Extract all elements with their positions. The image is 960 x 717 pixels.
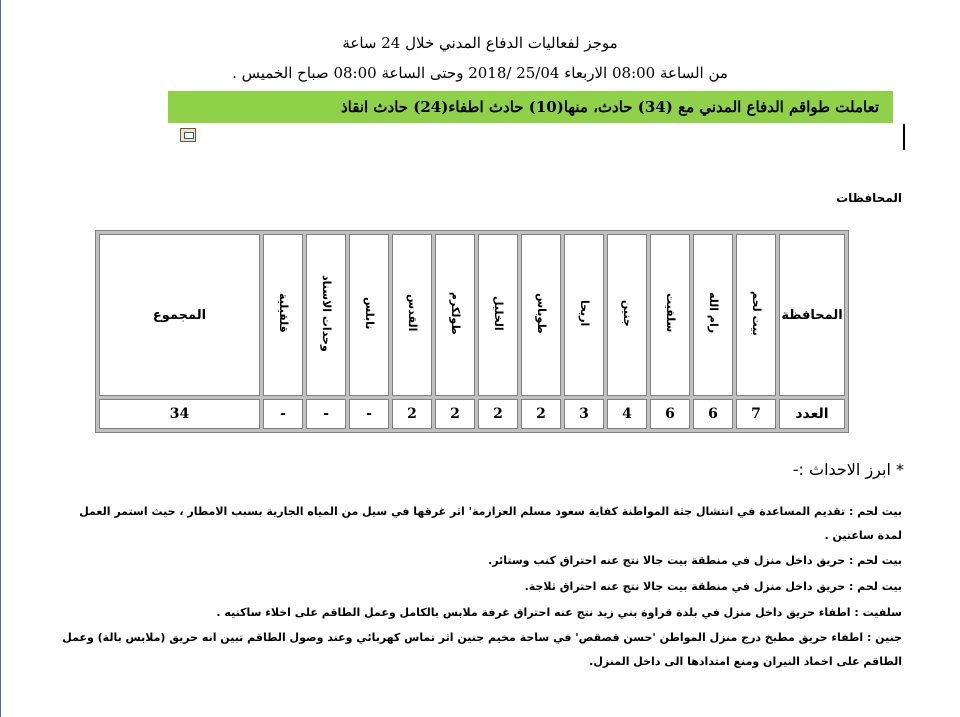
count-cell: 2 <box>392 399 432 429</box>
header-cell <box>435 234 475 396</box>
header-cell-governorate: المحافظة <box>779 234 845 396</box>
header-cell <box>736 234 776 396</box>
header-cell <box>650 234 690 396</box>
governorate-name: طولكرم <box>449 291 463 335</box>
summary-banner: تعاملت طواقم الدفاع المدني مع (34) حادث، منها(10) حادث اطفاء(24) حادث انقاذ <box>168 91 893 123</box>
total-cell: 34 <box>99 399 260 429</box>
header-cell <box>349 234 389 396</box>
count-cell: 6 <box>693 399 733 429</box>
row-label-count: العدد <box>779 399 845 429</box>
text-cursor <box>903 124 905 150</box>
count-cell: 7 <box>736 399 776 429</box>
governorate-name: نابلس <box>363 296 377 330</box>
event-item: سلفيت : اطفاء حريق داخل منزل في بلدة قراوة بني زيد نتج عنه احتراق غرفة ملابس بالكامل وعمل الطاقم على اخلاء ساكنيه . <box>216 606 902 619</box>
table-row <box>99 399 845 429</box>
count-cell: - <box>306 399 346 429</box>
paste-options-icon[interactable] <box>180 128 196 142</box>
header-cell <box>521 234 561 396</box>
governorate-name: وحدات الاسناد <box>320 274 334 352</box>
governorate-name: اريحا <box>578 299 592 327</box>
count-cell: 2 <box>478 399 518 429</box>
header-cell <box>392 234 432 396</box>
window-left-edge <box>0 0 1 717</box>
governorates-heading: المحافظات <box>836 191 902 205</box>
count-cell: 2 <box>521 399 561 429</box>
count-cell: 4 <box>607 399 647 429</box>
event-item: بيت لحم : حريق داخل منزل في منطقة بيت جالا نتج عنه احتراق كنب وستائر. <box>488 554 902 567</box>
header-cell <box>306 234 346 396</box>
governorate-name: سلفيت <box>664 293 678 333</box>
table-header-row <box>99 234 845 396</box>
events-list <box>55 500 902 674</box>
count-cell: 3 <box>564 399 604 429</box>
event-item: بيت لحم : حريق داخل منزل في منطقة بيت جالا نتج عنه احتراق ثلاجة. <box>524 580 902 593</box>
header-cell <box>564 234 604 396</box>
governorate-name: قلقيلية <box>277 293 291 333</box>
events-heading: * ابرز الاحداث :- <box>792 460 904 479</box>
governorate-name: جنين <box>621 299 635 327</box>
header-cell <box>478 234 518 396</box>
header-cell <box>693 234 733 396</box>
governorate-name: بيت لحم <box>750 290 764 336</box>
count-cell: 6 <box>650 399 690 429</box>
event-item: جنين : اطفاء حريق مطبخ درج منزل المواطن 'حسن قصقص' في ساحة مخيم جنين اثر تماس كهربائي وعند وصول الطاقم تبين انه حريق (ملابس بالة) وعمل الطاقم على اخماد النيران ومنع امتدادها الى داخل المنزل. <box>62 631 902 668</box>
incidents-table <box>95 230 849 433</box>
count-cell: - <box>349 399 389 429</box>
event-item: بيت لحم : تقديم المساعدة في انتشال جثة المواطنة كفاية سعود مسلم العزازمة' اثر غرقها في سيل من المياه الجارية بسبب الامطار ، حيث استمر العمل لمدة ساعتين . <box>79 505 902 542</box>
header-cell <box>263 234 303 396</box>
header-cell-total: المجموع <box>99 234 260 396</box>
count-cell: - <box>263 399 303 429</box>
governorate-name: طوباس <box>535 292 549 334</box>
count-cell: 2 <box>435 399 475 429</box>
governorate-name: الخليل <box>492 295 506 331</box>
header-cell <box>607 234 647 396</box>
report-period: من الساعة 08:00 الاربعاء 25/04 /2018 وحتى الساعة 08:00 صباح الخميس . <box>232 64 728 82</box>
page-title: موجز لفعاليات الدفاع المدني خلال 24 ساعة <box>342 34 618 52</box>
governorate-name: رام الله <box>707 292 721 334</box>
governorate-name: القدس <box>406 294 420 332</box>
